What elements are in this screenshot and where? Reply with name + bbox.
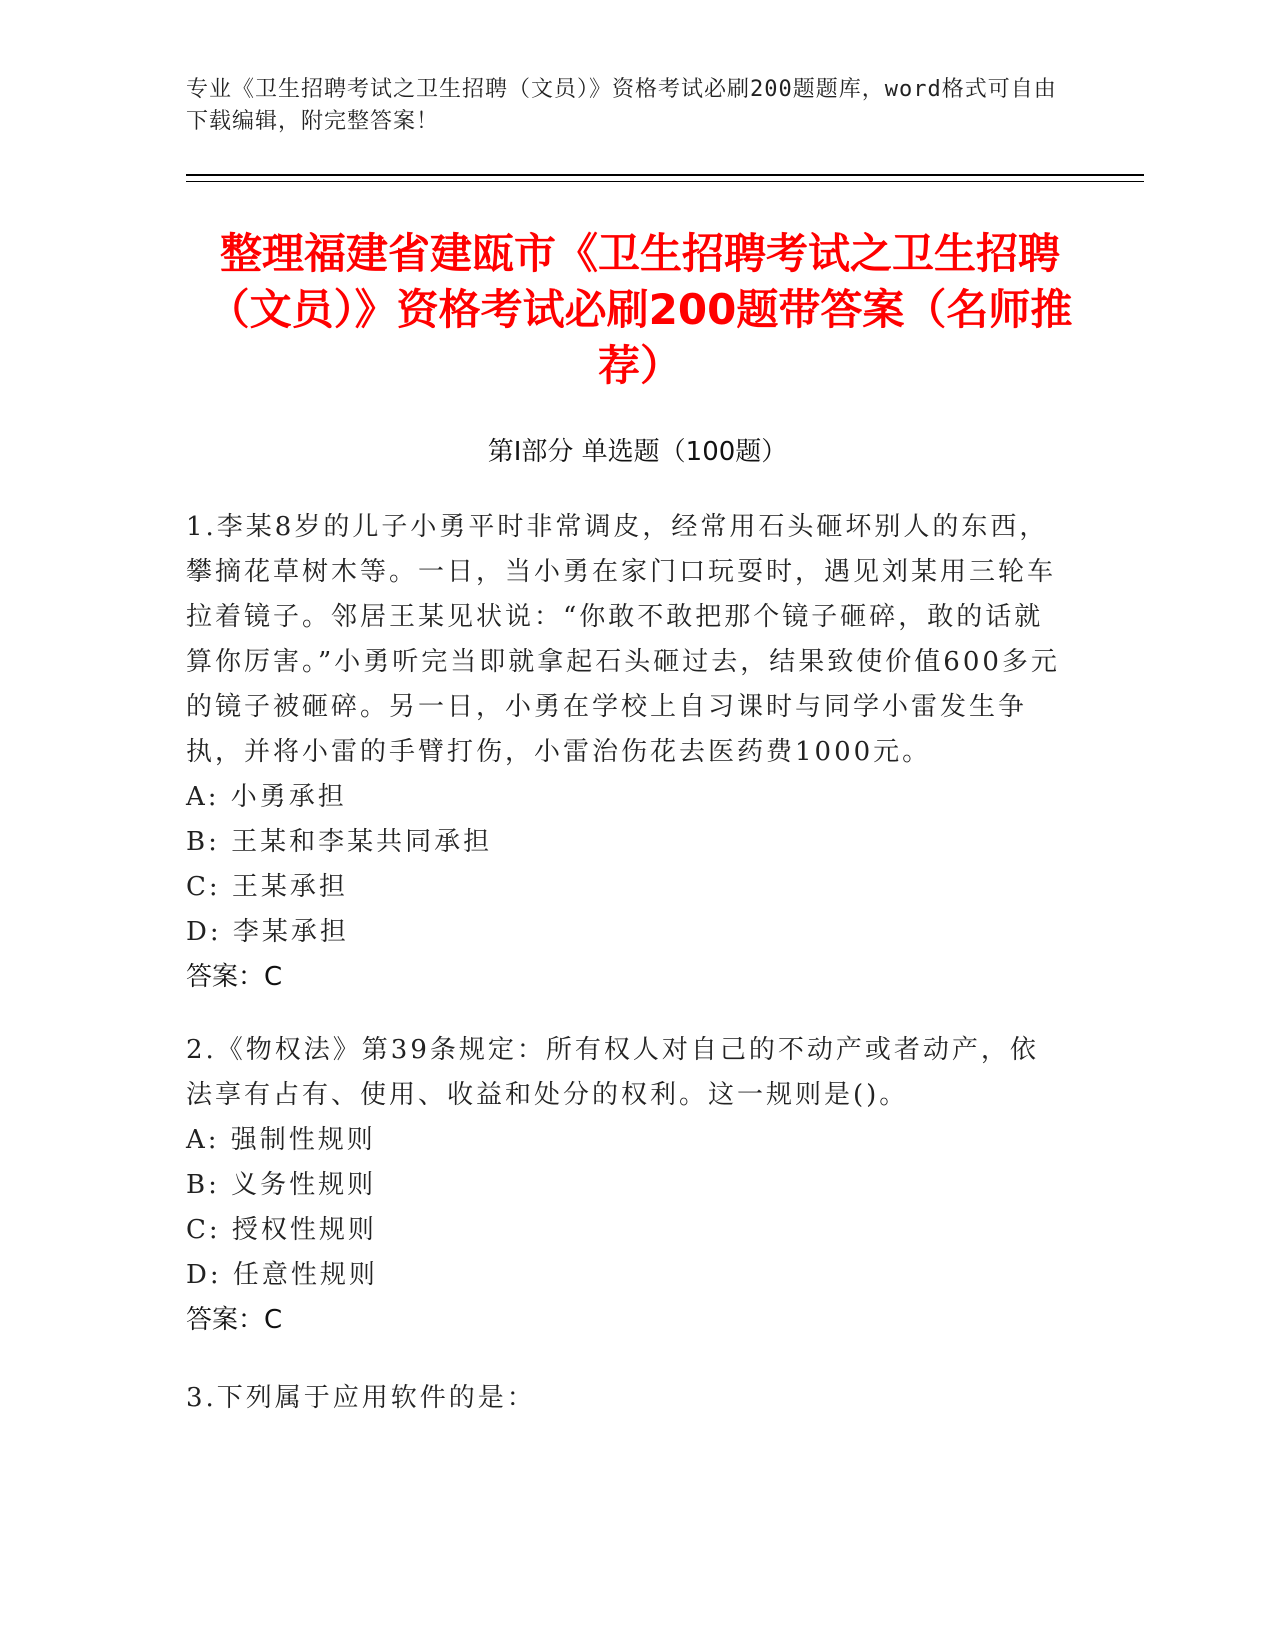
- question-stem: 3.下列属于应用软件的是：: [186, 1383, 536, 1413]
- header-divider-thin: [186, 181, 1144, 182]
- option-d: D: 任意性规则: [186, 1260, 378, 1290]
- option-a: A: 小勇承担: [186, 782, 347, 812]
- option-a: A: 强制性规则: [186, 1125, 376, 1155]
- answer: 答案：C: [186, 1305, 283, 1335]
- option-b: B: 义务性规则: [186, 1170, 377, 1200]
- document-title: 整理福建省建瓯市《卫生招聘考试之卫生招聘（文员）》资格考试必刷200题带答案（名师推荐）: [207, 229, 1073, 390]
- option-c: C: 王某承担: [186, 872, 348, 902]
- question-1: [186, 505, 1066, 1000]
- answer: 答案：C: [186, 962, 283, 992]
- question-stem: 2.《物权法》第39条规定：所有权人对自己的不动产或者动产，依法享有占有、使用、收益和处分的权利。这一规则是()。: [186, 1035, 1039, 1110]
- question-2: [186, 1028, 1066, 1343]
- header-divider-thick: [186, 174, 1144, 176]
- option-c: C: 授权性规则: [186, 1215, 377, 1245]
- question-3: [186, 1376, 1066, 1421]
- option-b: B: 王某和李某共同承担: [186, 827, 493, 857]
- section-title: 第Ⅰ部分 单选题（100题）: [487, 437, 788, 467]
- header-note: 专业《卫生招聘考试之卫生招聘（文员）》资格考试必刷200题题库，word格式可自由下载编辑，附完整答案！: [186, 77, 1057, 134]
- question-stem: 1.李某8岁的儿子小勇平时非常调皮，经常用石头砸坏别人的东西，攀摘花草树木等。一日，当小勇在家门口玩耍时，遇见刘某用三轮车拉着镜子。邻居王某见状说：“你敢不敢把那个镜子砸碎，敢的话就算你厉害。”小勇听完当即就拿起石头砸过去，结果致使价值600多元的镜子被砸碎。另一日，小勇在学校上自习课时与同学小雷发生争执，并将小雷的手臂打伤，小雷治伤花去医药费1000元。: [186, 512, 1060, 767]
- option-d: D: 李某承担: [186, 917, 349, 947]
